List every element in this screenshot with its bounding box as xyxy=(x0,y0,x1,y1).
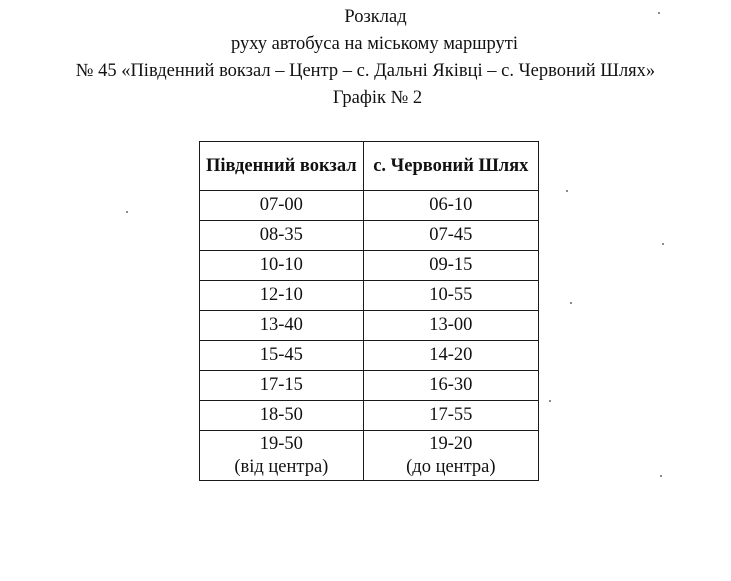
scan-speck xyxy=(658,12,660,14)
scan-speck xyxy=(549,400,551,402)
scan-speck xyxy=(126,211,128,213)
column-header-departure-south-station: Південний вокзал xyxy=(200,142,364,191)
table-row-last xyxy=(200,431,539,481)
departure-time-chervonyi-shliakh: 09-15 xyxy=(363,251,538,281)
departure-time-chervonyi-shliakh: 14-20 xyxy=(363,341,538,371)
last-arrival-time: 19-20 xyxy=(429,433,473,454)
last-departure-note: (від центра) xyxy=(234,456,329,477)
table-row xyxy=(200,311,539,341)
departure-time-chervonyi-shliakh: 13-00 xyxy=(363,311,538,341)
table-row xyxy=(200,191,539,221)
departure-time-chervonyi-shliakh-last xyxy=(363,431,538,481)
departure-time-south-station: 15-45 xyxy=(200,341,364,371)
header-title: Розклад xyxy=(344,7,407,27)
table-row xyxy=(200,401,539,431)
schedule-table xyxy=(199,141,539,481)
departure-time-south-station: 08-35 xyxy=(200,221,364,251)
departure-time-chervonyi-shliakh: 10-55 xyxy=(363,281,538,311)
departure-time-south-station: 10-10 xyxy=(200,251,364,281)
document-header xyxy=(0,4,731,112)
table-row xyxy=(200,221,539,251)
departure-time-chervonyi-shliakh: 17-55 xyxy=(363,401,538,431)
schedule-rows xyxy=(200,191,539,481)
scan-speck xyxy=(660,475,662,477)
last-departure-time: 19-50 xyxy=(259,433,303,454)
departure-time-south-station: 13-40 xyxy=(200,311,364,341)
scan-speck xyxy=(662,243,664,245)
schedule-number: Графік № 2 xyxy=(332,88,423,108)
departure-time-chervonyi-shliakh: 16-30 xyxy=(363,371,538,401)
scan-speck xyxy=(570,302,572,304)
header-subtitle: руху автобуса на міському маршруті xyxy=(230,34,518,54)
table-row xyxy=(200,251,539,281)
departure-time-south-station: 12-10 xyxy=(200,281,364,311)
last-arrival-note: (до центра) xyxy=(406,456,496,477)
table-header-row xyxy=(200,142,539,191)
departure-time-south-station-last xyxy=(200,431,364,481)
scan-speck xyxy=(566,190,568,192)
departure-time-south-station: 18-50 xyxy=(200,401,364,431)
departure-time-south-station: 17-15 xyxy=(200,371,364,401)
column-header-departure-chervonyi-shliakh: с. Червоний Шлях xyxy=(363,142,538,191)
table-row xyxy=(200,371,539,401)
departure-time-chervonyi-shliakh: 06-10 xyxy=(363,191,538,221)
table-row xyxy=(200,281,539,311)
table-row xyxy=(200,341,539,371)
departure-time-chervonyi-shliakh: 07-45 xyxy=(363,221,538,251)
departure-time-south-station: 07-00 xyxy=(200,191,364,221)
route-name: № 45 «Південний вокзал – Центр – с. Дальні Яківці – с. Червоний Шлях» xyxy=(75,61,656,81)
